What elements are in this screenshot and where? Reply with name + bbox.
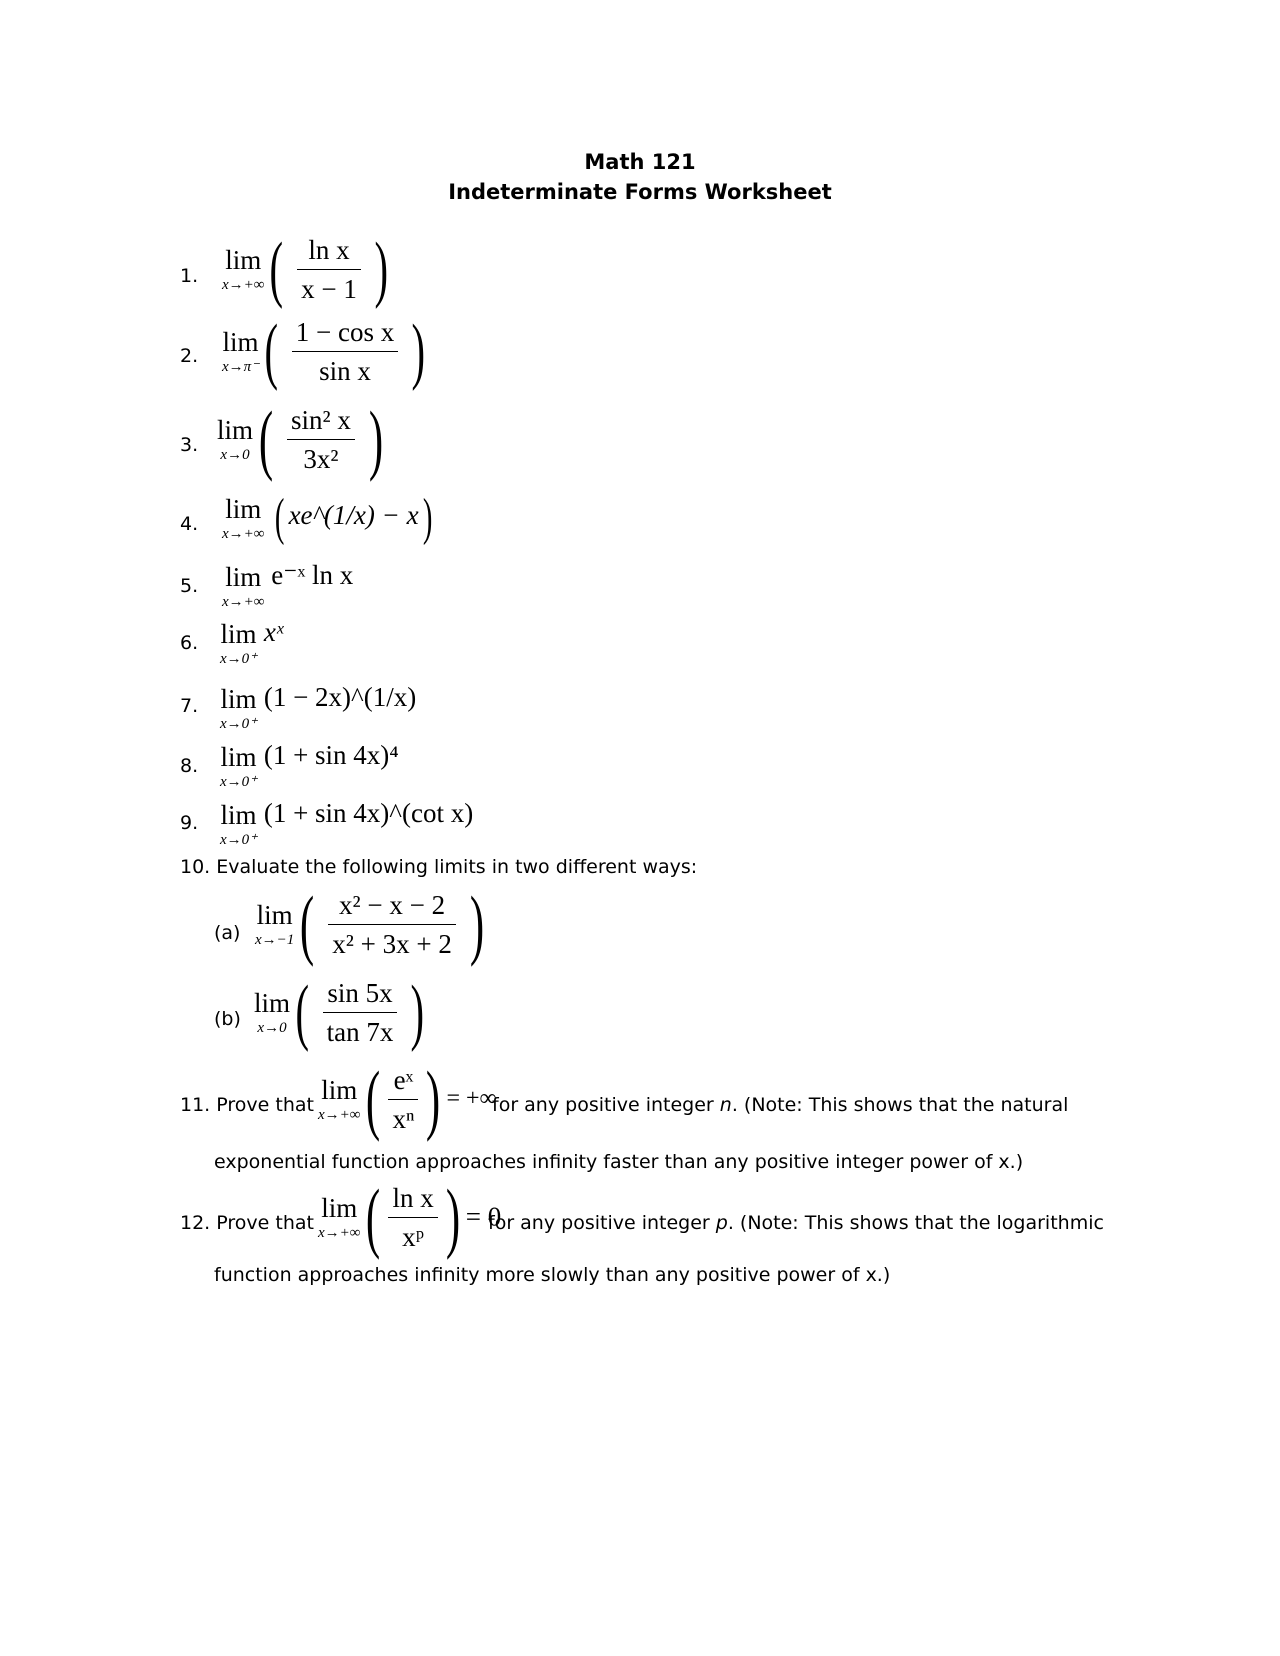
problem-12-statement: for any positive integer p. (Note: This shows that the logarithmic	[488, 1212, 1104, 1234]
limit-operator: lim x→0	[217, 415, 254, 463]
problem-4-number: 4.	[180, 513, 199, 535]
problem-12-line2: function approaches infinity more slowly than any positive power of x.)	[214, 1264, 891, 1286]
problem-10a-label: (a)	[214, 922, 241, 944]
problem-11-expression: lim x→+∞ ( $\frac{\text{eˣ}}{\text{xⁿ}}$ ) = +∞	[318, 1055, 497, 1142]
problem-2-expression: lim x→π⁻ ( $\frac{\text{1 − cos x}}{\text{sin x}}$ )	[222, 310, 426, 392]
fraction: $\frac{\sin 5x}{\tan 7x}$	[315, 977, 406, 1048]
fraction: $\frac{\text{1 − cos x}}{\text{sin x}}$	[284, 316, 406, 387]
result: = +∞	[446, 1085, 497, 1112]
limit-operator: lim x→π⁻	[222, 327, 260, 375]
worksheet-title: Indeterminate Forms Worksheet	[448, 180, 832, 204]
problem-10-line	[180, 856, 697, 878]
result: = 0	[465, 1201, 502, 1232]
limit-operator: lim x→+∞	[222, 561, 265, 610]
fraction: $\frac{\text{ln x}}{\text{xᵖ}}$	[386, 1182, 439, 1253]
limit-operator: lim x→0	[254, 988, 291, 1036]
problem-7-number: 7.	[180, 695, 199, 717]
problem-12-expression: lim x→+∞ ( $\frac{\text{ln x}}{\text{xᵖ}}$ ) = 0	[318, 1173, 502, 1260]
problem-3-number: 3.	[180, 434, 199, 456]
limit-operator: lim x→+∞	[318, 1193, 361, 1241]
problem-11-statement: for any positive integer n. (Note: This shows that the natural	[492, 1094, 1069, 1116]
limit-operator: lim x→0⁺	[220, 683, 258, 732]
problem-7-expression: lim x→0⁺ (1 − 2x)^(1/x)	[220, 682, 417, 732]
limit-operator: lim x→0⁺	[220, 741, 258, 790]
fraction: $\frac{\text{sin² x}}{\text{3x²}}$	[279, 404, 363, 475]
problem-3-expression: lim x→0 ( $\frac{\text{sin² x}}{\text{3x²}}$ )	[217, 395, 383, 482]
fraction: $\frac{\text{eˣ}}{\text{xⁿ}}$	[386, 1064, 420, 1135]
problem-8-number: 8.	[180, 755, 199, 777]
problem-2-number: 2.	[180, 345, 199, 367]
fraction: $\frac{\text{x² − x − 2}}{\text{x² + 3x + 2}}$	[320, 889, 464, 960]
problem-10b-expression: lim x→0 ( $\frac{\sin 5x}{\tan 7x}$ )	[254, 971, 425, 1053]
limit-operator: lim x→+∞	[222, 494, 265, 542]
problem-1-number: 1.	[180, 265, 199, 287]
limit-operator: lim x→0⁺	[220, 618, 258, 667]
problem-10a-expression: lim x→−1 ( $\frac{\text{x² − x − 2}}{\text{x² + 3x + 2}}$ )	[255, 880, 484, 967]
problem-10-text: Evaluate the following limits in two different ways:	[216, 856, 698, 878]
problem-9-number: 9.	[180, 812, 199, 834]
limit-operator: lim x→+∞	[222, 245, 265, 293]
problem-8-expression: lim x→0⁺ (1 + sin 4x)⁴	[220, 740, 399, 790]
problem-6-expression: lim x→0⁺ xˣ	[220, 617, 284, 667]
problem-5-number: 5.	[180, 575, 199, 597]
problem-6-number: 6.	[180, 632, 199, 654]
problem-11-line2: exponential function approaches infinity faster than any positive integer power of x.)	[214, 1151, 1024, 1173]
variable-n: n	[719, 1094, 732, 1116]
problem-10b-label: (b)	[214, 1008, 241, 1030]
limit-operator: lim x→0⁺	[220, 799, 258, 848]
problem-5-expression: lim x→+∞ e⁻ˣ ln x	[222, 560, 354, 610]
problem-11-prefix: 11. Prove that	[180, 1094, 314, 1116]
problem-9-expression: lim x→0⁺ (1 + sin 4x)^(cot x)	[220, 798, 474, 848]
problem-12-prefix: 12. Prove that	[180, 1212, 314, 1234]
limit-operator: lim x→−1	[255, 900, 295, 948]
variable-p: p	[715, 1212, 728, 1234]
problem-4-expression: lim x→+∞ ( xe^(1/x) − x)	[222, 489, 433, 546]
problem-1-expression: lim x→+∞ ( $\frac{\text{ln x}}{x - 1}$ )	[222, 228, 388, 310]
fraction: $\frac{\text{ln x}}{x - 1}$	[289, 234, 369, 305]
problem-11-number: 11.	[180, 1094, 211, 1116]
limit-operator: lim x→+∞	[318, 1075, 361, 1123]
course-title: Math 121	[584, 150, 696, 174]
problem-12-number: 12.	[180, 1212, 211, 1234]
problem-10-number: 10.	[180, 856, 211, 878]
